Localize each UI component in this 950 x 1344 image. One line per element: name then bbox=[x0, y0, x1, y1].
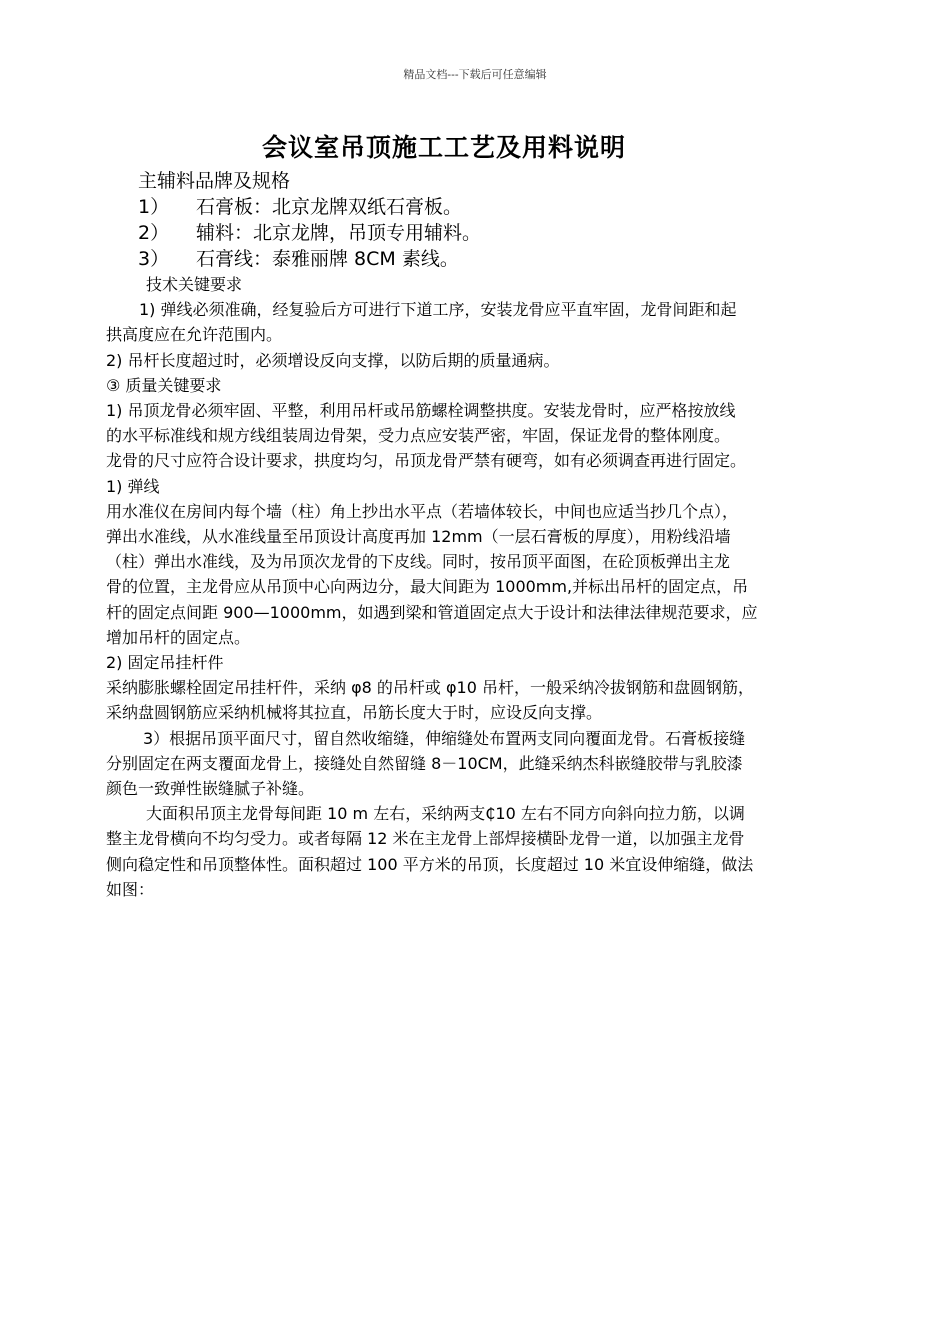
snapline-line: 骨的位置，主龙骨应从吊顶中心向两边分，最大间距为 1000mm,并标出吊杆的固定点，吊 bbox=[106, 577, 749, 597]
document-body bbox=[106, 168, 874, 902]
fix-line: 采纳膨胀螺栓固定吊挂杆件，采纳 φ8 的吊杆或 φ10 吊杆，一般采纳冷拔钢筋和盘圆钢筋， bbox=[106, 678, 754, 698]
tech-line: 拱高度应在允许范围内。 bbox=[106, 325, 283, 345]
snapline-line: 用水准仪在房间内每个墙（柱）角上抄出水平点（若墙体较长，中间也应适当抄几个点）， bbox=[106, 501, 739, 521]
quality-line: 的水平标准线和规方线组装周边骨架，受力点应安装严密，牢固，保证龙骨的整体刚度。 bbox=[106, 426, 731, 446]
snapline-line: 增加吊杆的固定点。 bbox=[106, 627, 251, 647]
tech-line: 2) 吊杆长度超过时，必须增设反向支撑，以防后期的质量通病。 bbox=[106, 350, 560, 370]
materials-heading: 主辅料品牌及规格 bbox=[138, 170, 291, 192]
page-header: 精品文档---下载后可任意编辑 bbox=[403, 68, 547, 81]
quality-heading: ③ 质量关键要求 bbox=[106, 375, 222, 395]
snapline-line: 弹出水准线，从水准线量至吊顶设计高度再加 12mm（一层石膏板的厚度），用粉线沿墙 bbox=[106, 527, 731, 547]
material-item: 2） 辅料：北京龙牌，吊顶专用辅料。 bbox=[138, 222, 482, 244]
large-area-line: 大面积吊顶主龙骨每间距 10 m 左右，采纳两支₵10 左右不同方向斜向拉力筋，以调 bbox=[146, 804, 745, 824]
fix-line: 采纳盘圆钢筋应采纳机械将其拉直，吊筋长度大于时，应设反向支撑。 bbox=[106, 703, 603, 723]
quality-line: 1) 吊顶龙骨必须牢固、平整，利用吊杆或吊筋螺栓调整拱度。安装龙骨时，应严格按放线 bbox=[106, 401, 736, 421]
fix-heading: 2) 固定吊挂杆件 bbox=[106, 653, 224, 673]
joint-line: 分别固定在两支覆面龙骨上，接缝处自然留缝 8－10CM，此缝采纳杰科嵌缝胶带与乳胶漆 bbox=[106, 753, 743, 773]
large-area-line: 如图： bbox=[106, 879, 155, 899]
material-item: 1） 石膏板：北京龙牌双纸石膏板。 bbox=[138, 196, 463, 218]
tech-line: 1) 弹线必须准确，经复验后方可进行下道工序，安装龙骨应平直牢固，龙骨间距和起 bbox=[139, 300, 737, 320]
snapline-heading: 1) 弹线 bbox=[106, 476, 160, 496]
snapline-line: （柱）弹出水准线，及为吊顶次龙骨的下皮线。同时，按吊顶平面图，在砼顶板弹出主龙 bbox=[106, 552, 731, 572]
material-item: 3） 石膏线：泰雅丽牌 8CM 素线。 bbox=[138, 248, 459, 270]
document-title: 会议室吊顶施工工艺及用料说明 bbox=[261, 133, 626, 162]
large-area-line: 整主龙骨横向不均匀受力。或者每隔 12 米在主龙骨上部焊接横卧龙骨一道，以加强主龙骨 bbox=[106, 829, 745, 849]
quality-line: 龙骨的尺寸应符合设计要求，拱度均匀，吊顶龙骨严禁有硬弯，如有必须调查再进行固定。 bbox=[106, 451, 747, 471]
tech-heading: 技术关键要求 bbox=[146, 275, 243, 294]
joint-line: 3）根据吊顶平面尺寸，留自然收缩缝，伸缩缝处布置两支同向覆面龙骨。石膏板接缝 bbox=[143, 728, 746, 748]
large-area-line: 侧向稳定性和吊顶整体性。面积超过 100 平方米的吊顶，长度超过 10 米宜设伸缩缝，做法 bbox=[106, 854, 754, 874]
joint-line: 颜色一致弹性嵌缝腻子补缝。 bbox=[106, 779, 315, 799]
snapline-line: 杆的固定点间距 900—1000mm，如遇到梁和管道固定点大于设计和法律法律规范要求，应 bbox=[106, 602, 758, 622]
